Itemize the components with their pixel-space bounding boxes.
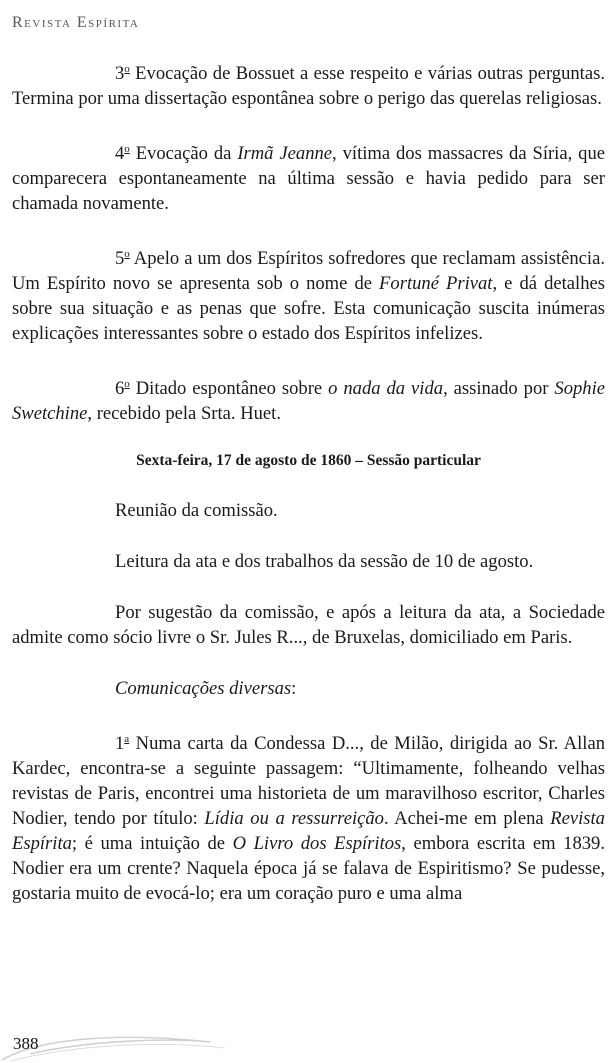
text-run: . Achei-me em plena [383, 808, 551, 829]
page-body [12, 57, 605, 906]
paragraph [12, 242, 605, 346]
text-run: Evocação da [129, 143, 238, 164]
ordinal-marker: 3$^o$ [115, 63, 130, 84]
italic-text: Revista Espírita [12, 808, 605, 854]
text-run: , e dá detalhes sobre sua situação e as penas que sofre. Esta comunicação suscita inúmeras explicações interessantes sobre o estado dos Espíritos infelizes. [12, 273, 605, 344]
text-run: , vítima dos massacres da Síria, que comparecera espontaneamente na última sessão e havia pedido para ser chamada novamente. [12, 143, 605, 214]
session-items [12, 498, 605, 906]
ordinal-marker: 5$^o$ [115, 248, 130, 269]
text-run: , embora escrita em 1839. Nodier era um crente? Naquela época já se falava de Espiritismo? Se pudesse, gostaria muito de evocá-lo; era um coração puro e uma alma [12, 833, 605, 904]
agenda-items [12, 57, 605, 426]
ordinal-marker: 6$^o$ [115, 378, 130, 399]
ordinal-marker: 4$^o$ [115, 143, 130, 164]
italic-text: O Livro dos Espíritos [232, 833, 402, 854]
session-title: Sexta-feira, 17 de agosto de 1860 – Sessão particular [136, 452, 481, 469]
paragraph [12, 727, 605, 906]
text-run: Apelo a um dos Espíritos sofredores que reclamam assistência. Um Espírito novo se apresenta sob o nome de [12, 248, 605, 294]
paragraph [12, 498, 605, 523]
text-run: Numa carta da Condessa D..., de Milão, dirigida ao Sr. Allan Kardec, encontra-se a seguinte passagem: “Ultimamente, folheando velhas revistas de Paris, encontrei uma historieta de um maravilhoso escritor, Charles Nodier, tendo por título: [12, 733, 605, 829]
text-run: : [291, 678, 297, 699]
paragraph [12, 137, 605, 216]
paragraph [12, 600, 605, 650]
paragraph [12, 57, 605, 111]
paragraph [12, 676, 605, 701]
text-run: , assinado por [443, 378, 555, 399]
text-run: Evocação de Bossuet a esse respeito e várias outras perguntas. Termina por uma dissertação espontânea sobre o perigo das querelas religiosas. [12, 63, 605, 109]
italic-text: Sophie Swetchine [12, 378, 605, 424]
italic-text: o nada da vida [328, 378, 444, 399]
italic-text: Irmã Jeanne [237, 143, 333, 164]
running-header: Revista Espírita [12, 14, 140, 31]
text-run: Leitura da ata e dos trabalhos da sessão de 10 de agosto. [115, 551, 534, 572]
text-run: Por sugestão da comissão, e após a leitura da ata, a Sociedade admite como sócio livre o Sr. Jules R..., de Bruxelas, domiciliado em Paris. [12, 602, 605, 648]
paragraph [12, 372, 605, 426]
text-run: Ditado espontâneo sobre [129, 378, 329, 399]
text-run: Reunião da comissão. [115, 500, 278, 521]
page-number: 388 [13, 1034, 39, 1053]
text-run: , recebido pela Srta. Huet. [87, 403, 281, 424]
italic-text: Fortuné Privat [379, 273, 493, 294]
text-run: ; é uma intuição de [71, 833, 233, 854]
italic-text: Lídia ou a ressurreição [204, 808, 384, 829]
italic-text: Comunicações diversas [115, 678, 292, 699]
paragraph [12, 549, 605, 574]
ordinal-marker: 1$^a$ [115, 733, 130, 754]
